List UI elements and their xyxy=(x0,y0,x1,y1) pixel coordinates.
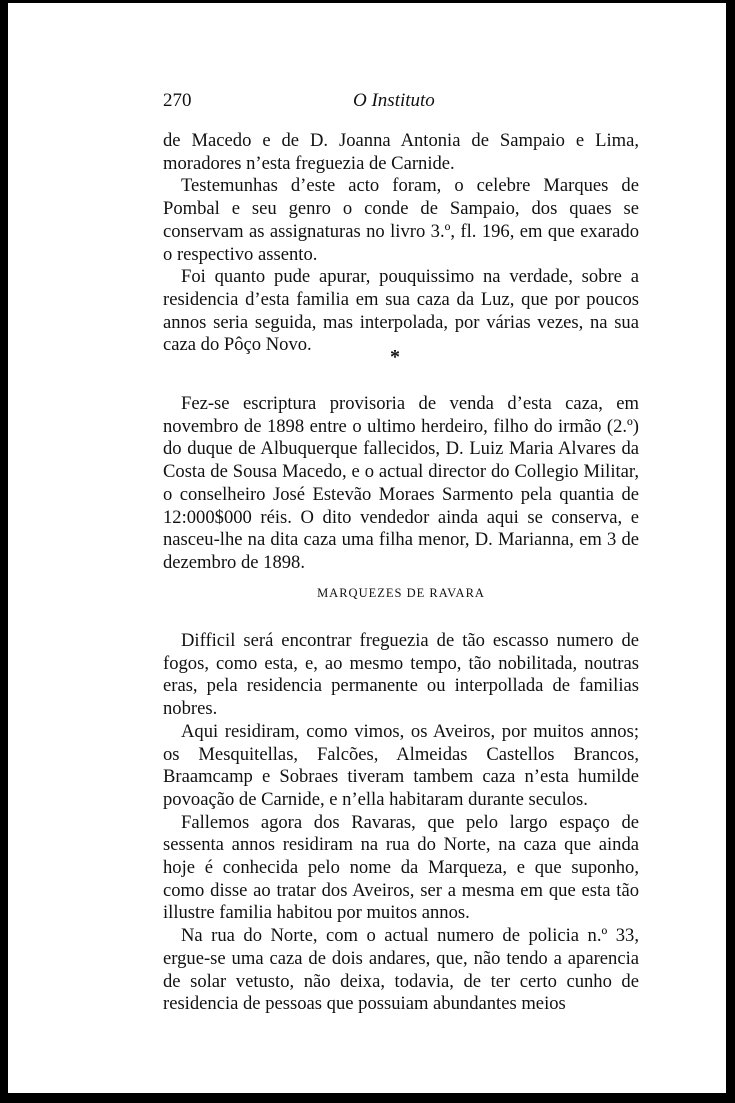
paragraph: Fez-se escriptura provisoria de venda d’esta caza, em novembro de 1898 entre o ultimo herdeiro, filho do irmão (2.º) do duque de Albuquerque fallecidos, D. Luiz Maria Alvares da Costa de Sousa Macedo, e o actual director do Collegio Militar, o conselheiro José Estevão Moraes Sarmento pela quantia de 12:000$000 réis. O dito vendedor ainda aqui se conserva, e nasceu-lhe na dita caza uma filha menor, D. Marianna, em 3 de dezembro de 1898. xyxy=(163,393,639,573)
text-section-2 xyxy=(163,393,639,575)
paragraph: Foi quanto pude apurar, pouquissimo na verdade, sobre a residencia d’esta familia em sua caza da Luz, que por poucos annos seria seguida, mas interpolada, por várias vezes, na sua caza do Pôço Novo. xyxy=(163,266,639,356)
paragraph: de Macedo e de D. Joanna Antonia de Sampaio e Lima, moradores n’esta freguezia de Carnide. xyxy=(163,130,639,174)
page-header xyxy=(163,90,639,116)
paragraph: Na rua do Norte, com o actual numero de policia n.º 33, ergue-se uma caza de dois andares, que, não tendo a aparencia de solar vetusto, não deixa, todavia, de ter certo cunho de residencia de pessoas que possuiam abundantes meios xyxy=(163,925,639,1015)
page-number: 270 xyxy=(163,90,192,111)
paragraph: Difficil será encontrar freguezia de tão escasso numero de fogos, como esta, e, ao mesmo tempo, tão nobilitada, noutras eras, pela residencia permanente ou interpollada de familias nobres. xyxy=(163,630,639,720)
paragraph: Fallemos agora dos Ravaras, que pelo largo espaço de sessenta annos residiram na rua do Norte, na caza que ainda hoje é conhecida pelo nome da Marqueza, e que suponho, como disse ao tratar dos Aveiros, ser a mesma em que esta tão illustre familia habitou por muitos annos. xyxy=(163,811,639,924)
running-title: O Instituto xyxy=(353,90,435,111)
text-section-1 xyxy=(163,130,639,357)
text-section-3 xyxy=(163,630,639,1016)
section-heading: MARQUEZES DE RAVARA xyxy=(317,586,485,600)
paragraph: Testemunhas d’este acto foram, o celebre Marques de Pombal e seu genro o conde de Sampaio, dos quaes se conservam as assignaturas no livro 3.º, fl. 196, em que exarado o respectivo assento. xyxy=(163,175,639,265)
section-separator-asterisk: * xyxy=(390,346,400,368)
paragraph: Aqui residiram, como vimos, os Aveiros, por muitos annos; os Mesquitellas, Falcões, Almeidas Castellos Brancos, Braamcamp e Sobraes tiveram tambem caza n’esta humilde povoação de Carnide, e n’ella habitaram durante seculos. xyxy=(163,720,639,810)
